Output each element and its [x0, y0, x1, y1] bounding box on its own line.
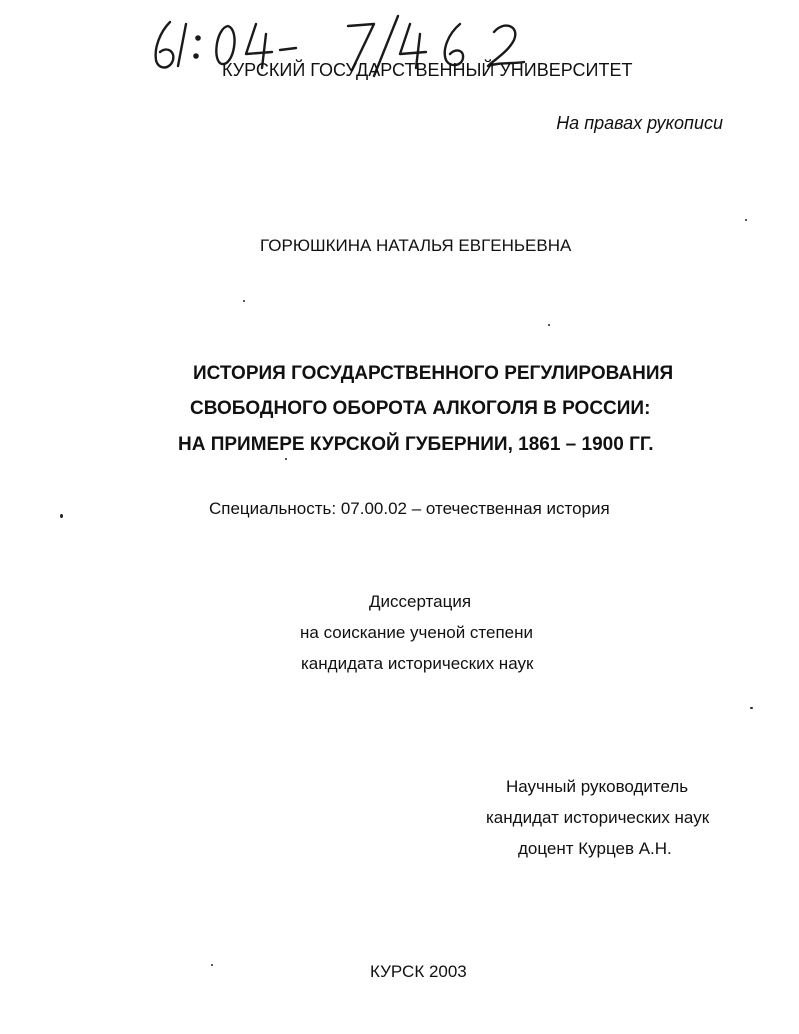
supervisor-degree: кандидат исторических наук [486, 808, 710, 827]
dissertation-title-line-3: НА ПРИМЕРЕ КУРСКОЙ ГУБЕРНИИ, 1861 – 1900 ГГ. [178, 434, 654, 455]
scan-speck [285, 458, 287, 460]
supervisor-name: доцент Курцев А.Н. [518, 839, 672, 858]
dissertation-type: Диссертация [369, 592, 472, 611]
scan-speck [211, 964, 213, 966]
degree-purpose: на соискание ученой степени [300, 623, 534, 642]
scan-speck [548, 324, 550, 326]
scan-speck [745, 219, 747, 221]
author-name: ГОРЮШКИНА НАТАЛЬЯ ЕВГЕНЬЕВНА [260, 236, 572, 255]
university-name: КУРСКИЙ ГОСУДАРСТВЕННЫЙ УНИВЕРСИТЕТ [222, 60, 633, 80]
city-year: КУРСК 2003 [370, 962, 467, 981]
dissertation-title-line-2: СВОБОДНОГО ОБОРОТА АЛКОГОЛЯ В РОССИИ: [190, 398, 651, 419]
scan-speck [750, 707, 753, 709]
dissertation-title-line-1: ИСТОРИЯ ГОСУДАРСТВЕННОГО РЕГУЛИРОВАНИЯ [193, 363, 674, 384]
scan-speck [60, 514, 63, 518]
specialty-line: Специальность: 07.00.02 – отечественная история [209, 499, 610, 518]
supervisor-heading: Научный руководитель [506, 777, 689, 796]
degree-name: кандидата исторических наук [301, 654, 534, 673]
manuscript-rights-note: На правах рукописи [556, 113, 723, 133]
scan-speck [243, 300, 245, 302]
